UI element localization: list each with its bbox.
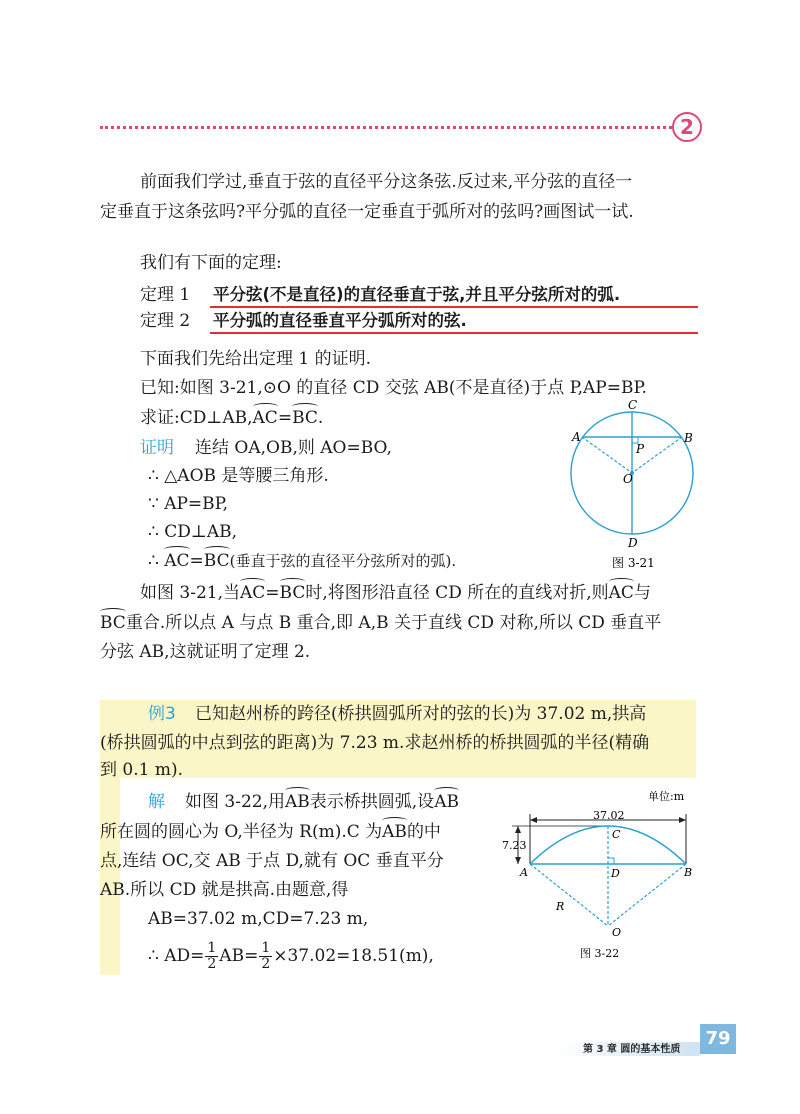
proof-intro: 下面我们先给出定理 1 的证明. [140, 349, 372, 369]
theorem-2-text: 平分弧的直径垂直平分弧所对的弦. [213, 311, 467, 330]
height-value: 7.23 [502, 839, 527, 852]
theorem-1-label: 定理 1 [140, 285, 191, 305]
proof-step-4: ∴ CD⊥AB, [148, 522, 238, 542]
solution-line-1: 如图 3-22,用AB表示桥拱圆弧,设AB [185, 792, 459, 812]
figure-3-21 [560, 395, 710, 575]
right-angle-mark [608, 858, 614, 864]
proof-step-3: ∵ AP=BP, [148, 494, 229, 514]
solution-line-3: 点,连结 OC,交 AB 于点 D,就有 OC 垂直平分 [100, 851, 444, 871]
label-o: O [623, 472, 633, 486]
figure-3-22-caption: 图 3-22 [580, 947, 620, 960]
span-value: 37.02 [593, 809, 625, 822]
intro-line-2: 定垂直于这条弦吗?平分弧的直径一定垂直于弧所对的弦吗?画图试一试. [100, 202, 634, 222]
proof-step-1: 连结 OA,OB,则 AO=BO, [195, 438, 392, 458]
solution-line-5: AB=37.02 m,CD=7.23 m, [148, 909, 369, 929]
fraction-half-1: $\frac{1}{2}$ [207, 940, 217, 972]
radius-oa [530, 864, 608, 926]
solution-line-4: AB.所以 CD 就是拱高.由题意,得 [100, 880, 349, 900]
solution-line-6: ∴ AD= $\frac{1}{2}$ AB= $\frac{1}{2}$ ×37.02=18.51(m), [148, 940, 434, 972]
example-label: 例3 [148, 704, 176, 724]
segment-oa [582, 437, 632, 473]
height-arrow-up [515, 826, 521, 833]
span-arrow-right [679, 817, 686, 823]
footer-chapter: 第 3 章 圆的基本性质 [583, 1044, 681, 1055]
proof-step-5: ∴ AC=BC(垂直于弦的直径平分弦所对的弧). [148, 551, 457, 571]
example-line-3: 到 0.1 m). [100, 760, 183, 780]
proof-given: 已知:如图 3-21,⊙O 的直径 CD 交弦 AB(不是直径)于点 P,AP=BP. [140, 378, 647, 398]
section-number-badge: 2 [672, 112, 702, 142]
proof-step-2: ∴ △AOB 是等腰三角形. [148, 466, 329, 486]
proof-paragraph-line-3: 分弦 AB,这就证明了定理 2. [100, 642, 311, 662]
label-d: D [611, 867, 620, 880]
proof-label: 证明 [140, 438, 174, 458]
theorem-lead: 我们有下面的定理: [140, 253, 282, 273]
proof-paragraph-line-2: BC重合.所以点 A 与点 B 重合,即 A,B 关于直线 CD 对称,所以 CD 垂直平 [100, 613, 662, 633]
solution-label: 解 [148, 792, 165, 812]
proof-to-prove: 求证:CD⊥AB,AC=BC. [140, 408, 324, 428]
label-c: C [628, 398, 638, 412]
theorem-1-underline [210, 306, 698, 308]
theorem-2-label: 定理 2 [140, 311, 191, 331]
label-o: O [612, 926, 622, 939]
example-line-2: (桥拱圆弧的中点到弦的距离)为 7.23 m.求赵州桥的桥拱圆弧的半径(精确 [100, 733, 650, 753]
label-r: R [556, 900, 565, 913]
label-b: B [684, 431, 693, 445]
label-a: A [572, 430, 581, 444]
span-arrow-left [530, 817, 537, 823]
figure-3-22 [500, 786, 710, 964]
height-arrow-down [515, 857, 521, 864]
figure-3-21-caption: 图 3-21 [612, 556, 655, 570]
label-c: C [612, 828, 621, 841]
label-a: A [520, 866, 528, 879]
unit-label: 单位:m [648, 790, 685, 803]
label-p: P [636, 442, 645, 456]
label-b: B [684, 866, 693, 879]
intro-line-1: 前面我们学过,垂直于弦的直径平分这条弦.反过来,平分弦的直径一 [140, 172, 633, 192]
label-d: D [628, 536, 638, 550]
solution-line-2: 所在圆的圆心为 O,半径为 R(m).C 为AB的中 [100, 822, 441, 842]
theorem-2-underline [210, 332, 698, 334]
proof-paragraph-line-1: 如图 3-21,当AC=BC时,将图形沿直径 CD 所在的直线对折,则AC与 [140, 583, 651, 603]
page-number: 79 [700, 1024, 736, 1054]
example-line-1: 已知赵州桥的跨径(桥拱圆弧所对的弦的长)为 37.02 m,拱高 [195, 704, 647, 724]
section-divider [100, 126, 672, 129]
fraction-half-2: $\frac{1}{2}$ [261, 940, 271, 972]
theorem-1-text: 平分弦(不是直径)的直径垂直于弦,并且平分弦所对的弧. [213, 285, 621, 304]
